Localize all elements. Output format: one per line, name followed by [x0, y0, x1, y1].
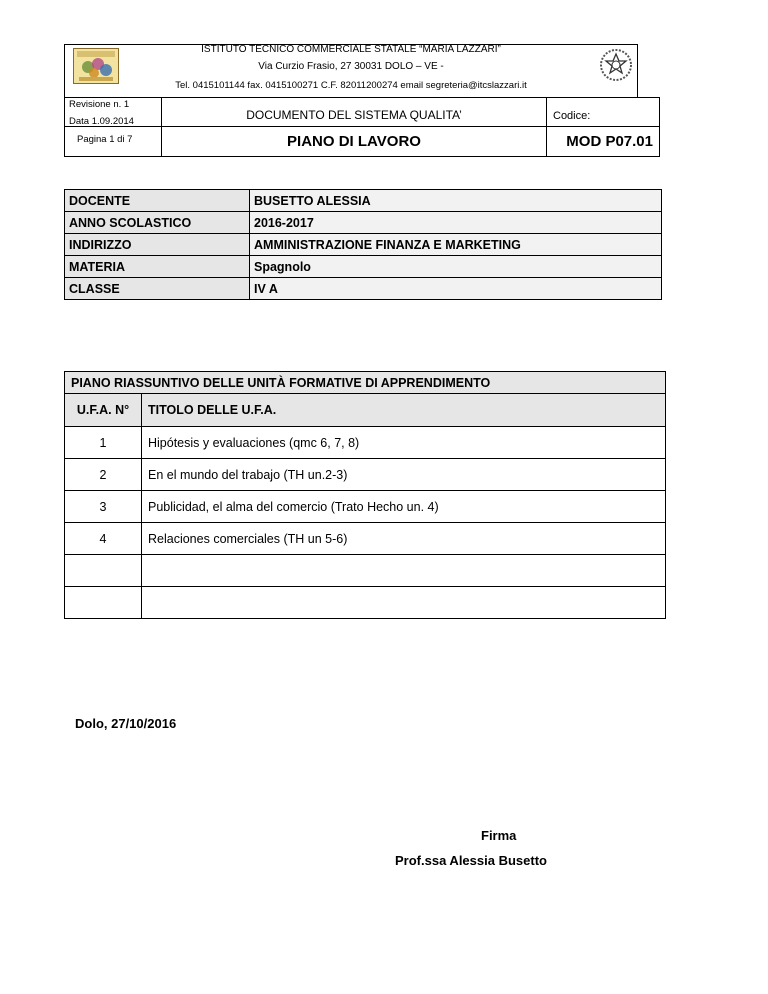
info-label: CLASSE: [65, 278, 250, 300]
ufa-title: Publicidad, el alma del comercio (Trato Hecho un. 4): [142, 491, 666, 523]
signature-label: Firma: [481, 828, 517, 843]
info-row: [65, 190, 662, 212]
ufa-number: 3: [65, 491, 142, 523]
ufa-number: 1: [65, 427, 142, 459]
ufa-title-row: [65, 372, 666, 394]
ufa-title: Hipótesis y evaluaciones (qmc 6, 7, 8): [142, 427, 666, 459]
ufa-summary-table: [64, 371, 666, 619]
info-row: [65, 256, 662, 278]
info-label: INDIRIZZO: [65, 234, 250, 256]
table-row: [65, 523, 666, 555]
school-address: Via Curzio Frasio, 27 30031 DOLO – VE -: [258, 61, 444, 72]
info-label: MATERIA: [65, 256, 250, 278]
table-row: [65, 427, 666, 459]
school-contacts: Tel. 0415101144 fax. 0415100271 C.F. 82011200274 email segreteria@itcslazzari.it: [175, 80, 527, 91]
code-label-cell: [546, 97, 660, 127]
revision-cell: [64, 97, 162, 127]
info-value: AMMINISTRAZIONE FINANZA E MARKETING: [250, 234, 662, 256]
ufa-title: [142, 587, 666, 619]
ufa-col-number: U.F.A. N°: [65, 394, 142, 427]
info-row: [65, 234, 662, 256]
info-row: [65, 278, 662, 300]
code-value: MOD P07.01: [566, 133, 653, 150]
ufa-number: 2: [65, 459, 142, 491]
system-doc-cell: [161, 97, 547, 127]
ufa-number: [65, 555, 142, 587]
quality-document-box: [64, 97, 660, 157]
ufa-title: En el mundo del trabajo (TH un.2-3): [142, 459, 666, 491]
signer-name: Prof.ssa Alessia Busetto: [395, 853, 547, 868]
system-doc-label: DOCUMENTO DEL SISTEMA QUALITA’: [246, 108, 462, 122]
info-label: ANNO SCOLASTICO: [65, 212, 250, 234]
info-value: Spagnolo: [250, 256, 662, 278]
doc-title-cell: [161, 126, 547, 157]
ufa-number: [65, 587, 142, 619]
revision-date: Data 1.09.2014: [69, 116, 134, 127]
info-value: IV A: [250, 278, 662, 300]
revision-number: Revisione n. 1: [69, 99, 130, 110]
table-row: [65, 491, 666, 523]
ufa-table-title: PIANO RIASSUNTIVO DELLE UNITÀ FORMATIVE DI APPRENDIMENTO: [65, 372, 666, 394]
info-value: 2016-2017: [250, 212, 662, 234]
school-name: ISTITUTO TECNICO COMMERCIALE STATALE “MARIA LAZZARI”: [201, 44, 501, 55]
place-date: Dolo, 27/10/2016: [75, 716, 177, 731]
ufa-col-title: TITOLO DELLE U.F.A.: [142, 394, 666, 427]
ufa-header-row: [65, 394, 666, 427]
code-label: Codice:: [553, 110, 591, 122]
teacher-info-table: [64, 189, 662, 300]
info-row: [65, 212, 662, 234]
table-row: [65, 459, 666, 491]
page-cell: [64, 126, 162, 157]
info-label: DOCENTE: [65, 190, 250, 212]
info-value: BUSETTO ALESSIA: [250, 190, 662, 212]
ufa-title: [142, 555, 666, 587]
table-row: [65, 587, 666, 619]
doc-title: PIANO DI LAVORO: [287, 133, 421, 150]
ufa-title: Relaciones comerciales (TH un 5-6): [142, 523, 666, 555]
page-number: Pagina 1 di 7: [77, 134, 133, 145]
table-row: [65, 555, 666, 587]
code-value-cell: [546, 126, 660, 157]
ufa-number: 4: [65, 523, 142, 555]
